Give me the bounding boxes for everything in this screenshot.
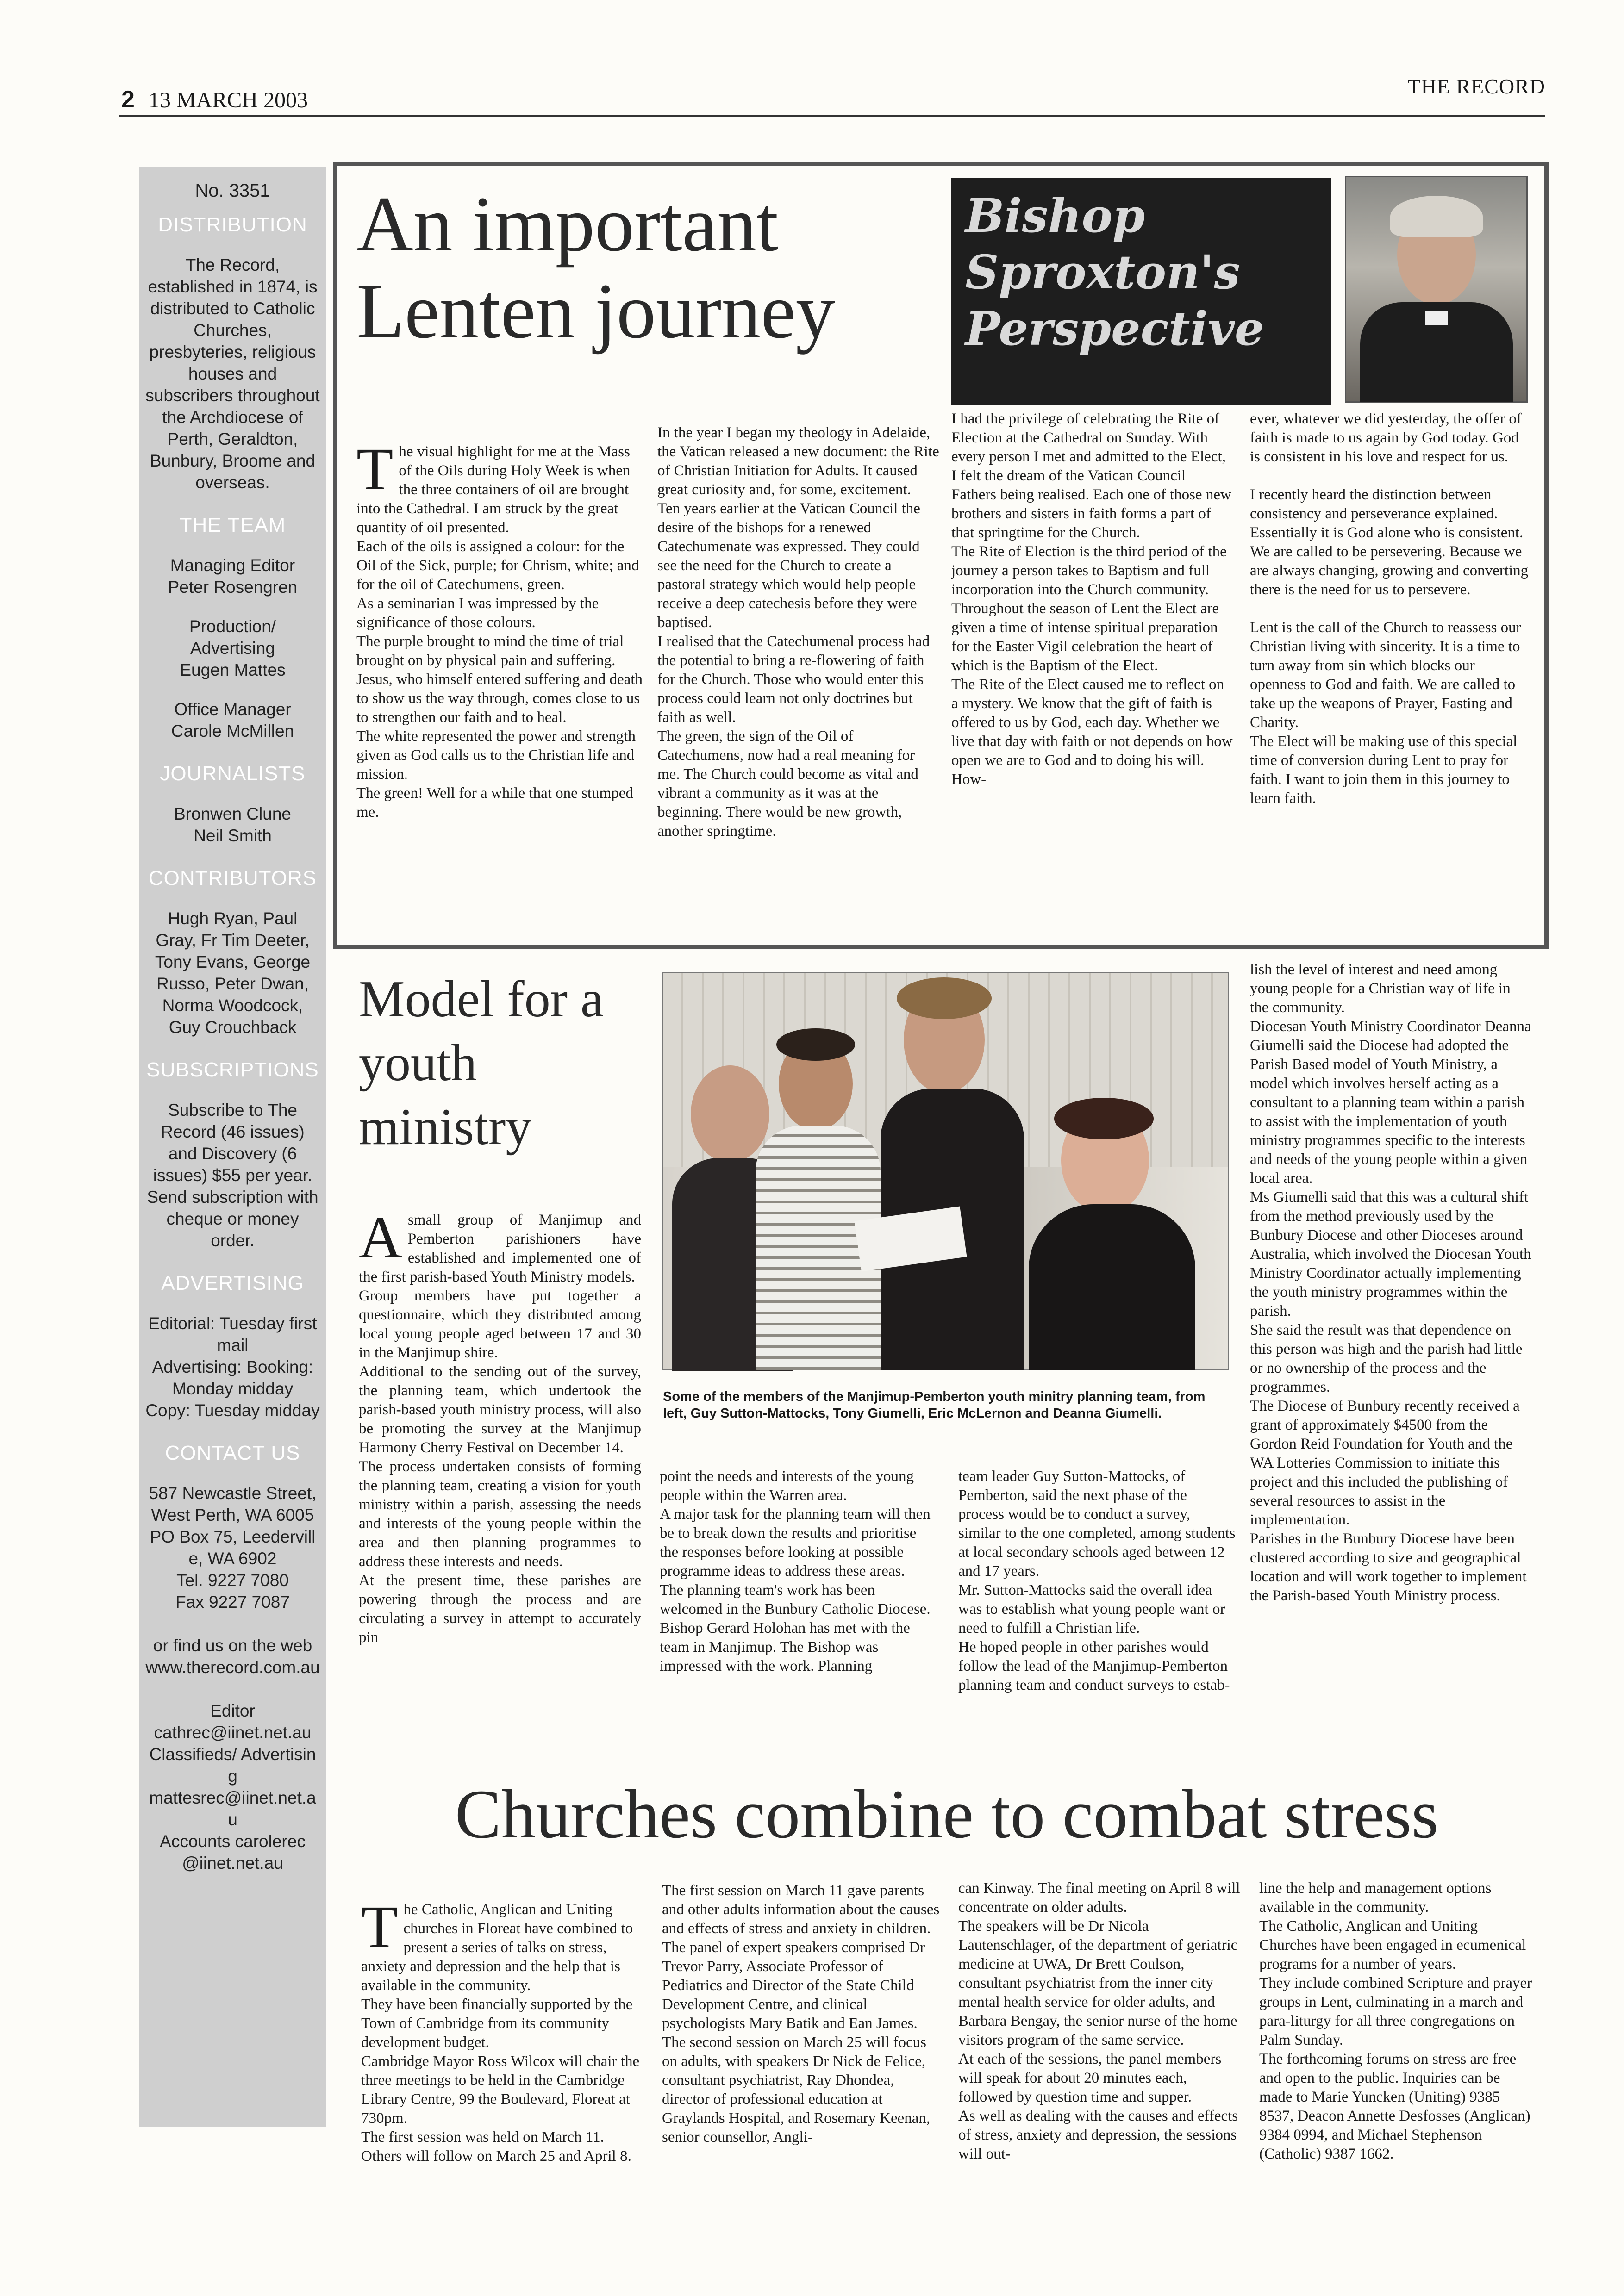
stress-column-4: line the help and management options available in the community. The Catholic, Anglican and Uniting Churches have been engaged in ecumenical programs for a number of years. They include combined Scripture and prayer groups in Lent, culminating in a march and para-liturgy for all three congregations on Palm Sunday. The forthcoming forums on stress are free and open to the public. Inquiries can be made to Marie Yuncken (Uniting) 9385 8537, Deacon Annette Desfosses (Anglican) 9384 0994, and Michael Stephenson (Catholic) 9387 1662.: [1259, 1880, 1532, 2162]
header-rule: [119, 115, 1545, 117]
sidebar-heading-contact: CONTACT US: [165, 1442, 300, 1464]
page-header-left: [121, 86, 308, 113]
youth-headline: Model for a youth ministry: [359, 971, 604, 1156]
issue-date: 13 MARCH 2003: [148, 88, 308, 112]
perspective-headline: An important Lenten journey: [356, 180, 835, 355]
sidebar-contributors-text: Hugh Ryan, Paul Gray, Fr Tim Deeter, Tony Evans, George Russo, Peter Dwan, Norma Woodcock, Guy Crouchback: [155, 909, 311, 1037]
perspective-column-2: In the year I began my theology in Adelaide, the Vatican released a new document: the Rite of Christian Initiation for Adults. It caused great curiosity and, for some, excitement. Ten years earlier at the Vatican Council the desire of the bishops for a renewed Catechumenate was expressed. They could see the need for the Church to create a pastoral strategy which would help people receive a deep catechesis before they were baptised. I realised that the Catechumenal process had the potential to bring a re-flowering of faith for the Church. Those who would enter this process could learn not only doctrines but faith as well. The green, the sign of the Oil of Catechumens, now had a real meaning for me. The Church could become as vital and vibrant a community as it was at the beginning. There would be new growth, another springtime.: [657, 424, 939, 840]
dropcap: A: [359, 1204, 402, 1271]
sidebar-team-editor: Managing Editor Peter Rosengren: [168, 556, 298, 597]
stress-headline: Churches combine to combat stress: [455, 1776, 1439, 1853]
publication-name: THE RECORD: [1407, 75, 1545, 98]
sidebar-subscriptions-text: Subscribe to The Record (46 issues) and Discovery (6 issues) $55 per year. Send subscription with cheque or money order.: [147, 1101, 319, 1250]
perspective-column-1: [356, 423, 643, 822]
perspective-column-4: ever, whatever we did yesterday, the offer of faith is made to us again by God today. God is consistent in his love and respect for us. I recently heard the distinction between consistency and perseverance explained. Essentially it is God alone who is consistent. We are called to be persevering. Because we are always changing, growing and converting there is the need for us to persevere. Lent is the call of the Church to reassess our Christian living with sincerity. It is a time to turn away from sin which blocks our openness to God and faith. We are called to take up the weapons of Prayer, Fasting and Charity. The Elect will be making use of this special time of conversion during Lent to pray for faith. I want to join them in this journey to learn faith.: [1250, 411, 1529, 807]
stress-column-2: The first session on March 11 gave parents and other adults information about the causes and effects of stress and anxiety in children. The panel of expert speakers comprised Dr Trevor Parry, Associate Professor of Pediatrics and Director of the State Child Development Centre, and clinical psychologists Mary Batik and Ean James. The second session on March 25 will focus on adults, with speakers Dr Nick de Felice, consultant psychiatrist, Ray Dhondea, director of professional education at Graylands Hospital, and Rosemary Keenan, senior counsellor, Angli-: [662, 1882, 940, 2146]
stress-column-1: [361, 1881, 641, 2166]
youth-team-photo: [662, 972, 1229, 1370]
youth-column-1: [359, 1192, 641, 1647]
column-badge-text: Bishop Sproxton's Perspective: [965, 188, 1264, 356]
sidebar-advertising-text: Editorial: Tuesday first mail Advertising: Booking: Monday midday Copy: Tuesday midday: [145, 1314, 320, 1420]
sidebar-heading-contributors: CONTRIBUTORS: [148, 867, 317, 890]
youth-photo-caption: Some of the members of the Manjimup-Pemberton youth minitry planning team, from left, Guy Sutton-Mattocks, Tony Giumelli, Eric McLernon and Deanna Giumelli.: [663, 1389, 1206, 1421]
sidebar-heading-distribution: DISTRIBUTION: [158, 213, 307, 236]
youth-text-1: small group of Manjimup and Pemberton parishioners have established and implemented one of the first parish-based Youth Ministry models. Group members have put together a questionnaire, which they distributed among local young people aged between 17 and 30 in the Manjimup shire. Additional to the sending out of the survey, the planning team, which undertook the parish-based youth ministry process, will also be promoting the survey at the Manjimup Harmony Cherry Festival on December 14. The process undertaken consists of forming the planning team, creating a vision for youth ministry within a parish, assessing the needs and interests of the young people within the area and then planning programmes to address these interests and needs. At the present time, these parishes are powering through the process and are circulating a survey in attempt to accurately pin: [359, 1212, 641, 1646]
perspective-column-3: I had the privilege of celebrating the Rite of Election at the Cathedral on Sunday. With every person I met and admitted to the Elect, I felt the dream of the Vatican Council Fathers being realised. Each one of those new brothers and sisters in faith forms a part of that springtime for the Church. The Rite of Election is the third period of the journey a person takes to Baptism and full incorporation into the Church community. Throughout the season of Lent the Elect are given a time of intense spiritual preparation for the Easter Vigil celebration the heart of which is the Baptism of the Elect. The Rite of the Elect caused me to reflect on a mystery. We know that the gift of faith is offered to us by God, each day. Whether we live that day with faith or not depends on how open we are to God and to doing his will. How-: [951, 411, 1233, 788]
sidebar-contact-text: 587 Newcastle Street, West Perth, WA 6005 PO Box 75, Leederville, WA 6902 Tel. 9227 7080 Fax 9227 7087 or find us on the web www.therecord.com.au Editor cathrec@iinet.net.au Classifieds/ Advertising mattesrec@iinet.net.au Accounts carolerec @iinet.net.au: [145, 1484, 320, 1873]
stress-text-1: he Catholic, Anglican and Uniting churches in Floreat have combined to present a series of talks on stress, anxiety and depression and the help that is available in the community. They have been financially supported by the Town of Cambridge from its community development budget. Cambridge Mayor Ross Wilcox will chair the three meetings to be held in the Cambridge Library Centre, 99 the Boulevard, Floreat at 730pm. The first session was held on March 11. Others will follow on March 25 and April 8.: [361, 1901, 640, 2165]
youth-column-3: team leader Guy Sutton-Mattocks, of Pemberton, said the next phase of the process would be to conduct a survey, similar to the one completed, among students at local secondary schools aged between 12 and 17 years. Mr. Sutton-Mattocks said the overall idea was to establish what young people want or need to fulfill a Christian life. He hoped people in other parishes would follow the lead of the Manjimup-Pemberton planning team and conduct surveys to estab-: [958, 1468, 1236, 1693]
stress-column-3: can Kinway. The final meeting on April 8 will concentrate on older adults. The speakers will be Dr Nicola Lautenschlager, of the department of geriatric medicine at UWA, Dr Brett Coulson, consultant psychiatrist from the inner city mental health service for older adults, and Barbara Bengay, the senior nurse of the home visitors program of the same service. At each of the sessions, the panel members will speak for about 20 minutes each, followed by question time and supper. As well as dealing with the causes and effects of stress, anxiety and depression, the sessions will out-: [958, 1880, 1240, 2162]
masthead-sidebar: [139, 167, 326, 2127]
sidebar-heading-journalists: JOURNALISTS: [160, 762, 306, 785]
sidebar-team-office: Office Manager Carole McMillen: [171, 700, 294, 740]
sidebar-heading-team: THE TEAM: [179, 514, 286, 536]
sidebar-distribution-text: The Record, established in 1874, is distributed to Catholic Churches, presbyteries, religious houses and subscribers throughout the Archdiocese of Perth, Geraldton, Bunbury, Broome and overseas.: [145, 255, 320, 492]
youth-column-4: lish the level of interest and need among young people for a Christian way of life in the community. Diocesan Youth Ministry Coordinator Deanna Giumelli said the Diocese had adopted the Parish Based model of Youth Ministry, a model which involves herself acting as a consultant to a planning team within a parish to assist with the implementation of youth ministry programmes specific to the interests and needs of the young people within a given local area. Ms Giumelli said that this was a cultural shift from the method previously used by the Bunbury Diocese and other Dioceses around Australia, which involved the Diocesan Youth Ministry Coordinator actually implementing the youth ministry programmes within the parish. She said the result was that dependence on this person was high and the parish had little or no ownership of the process and the programmes. The Diocese of Bunbury recently received a grant of approximately $4500 from the Gordon Reid Foundation for Youth and the WA Lotteries Commission to initiate this project and this included the publishing of several resources to assist in the implementation. Parishes in the Bunbury Diocese have been clustered according to size and geographical location and will work together to implement the Parish-based Youth Ministry process.: [1250, 961, 1531, 1604]
youth-column-2: point the needs and interests of the young people within the Warren area. A major task for the planning team will then be to break down the results and prioritise the responses before looking at possible programme ideas to address these areas. The planning team's work has been welcomed in the Bunbury Catholic Diocese. Bishop Gerard Holohan has met with the team in Manjimup. The Bishop was impressed with the work. Planning: [660, 1468, 931, 1674]
dropcap: T: [356, 436, 394, 503]
bishop-portrait: [1345, 176, 1528, 403]
sidebar-heading-advertising: ADVERTISING: [161, 1272, 304, 1294]
page-number: 2: [121, 86, 135, 113]
sidebar-team-production: Production/ Advertising Eugen Mattes: [180, 617, 286, 679]
issue-number: No. 3351: [195, 180, 270, 201]
sidebar-heading-subscriptions: SUBSCRIPTIONS: [146, 1058, 319, 1081]
sidebar-journalists-text: Bronwen Clune Neil Smith: [174, 804, 291, 845]
perspective-text-1: he visual highlight for me at the Mass of the Oils during Holy Week is when the three containers of oil are brought into the Cathedral. I am struck by the great quantity of oil presented. Each of the oils is assigned a colour: for the Oil of the Sick, purple; for Chrism, white; and for the oil of Catechumens, green. As a seminarian I was impressed by the significance of those colours. The purple brought to mind the time of trial brought on by physical pain and suffering. Jesus, who himself entered suffering and death to show us the way through, comes close to us to strengthen our faith and to heal. The white represented the power and strength given as God calls us to the Christian life and mission. The green! Well for a while that one stumped me.: [356, 443, 643, 821]
dropcap: T: [361, 1894, 398, 1960]
